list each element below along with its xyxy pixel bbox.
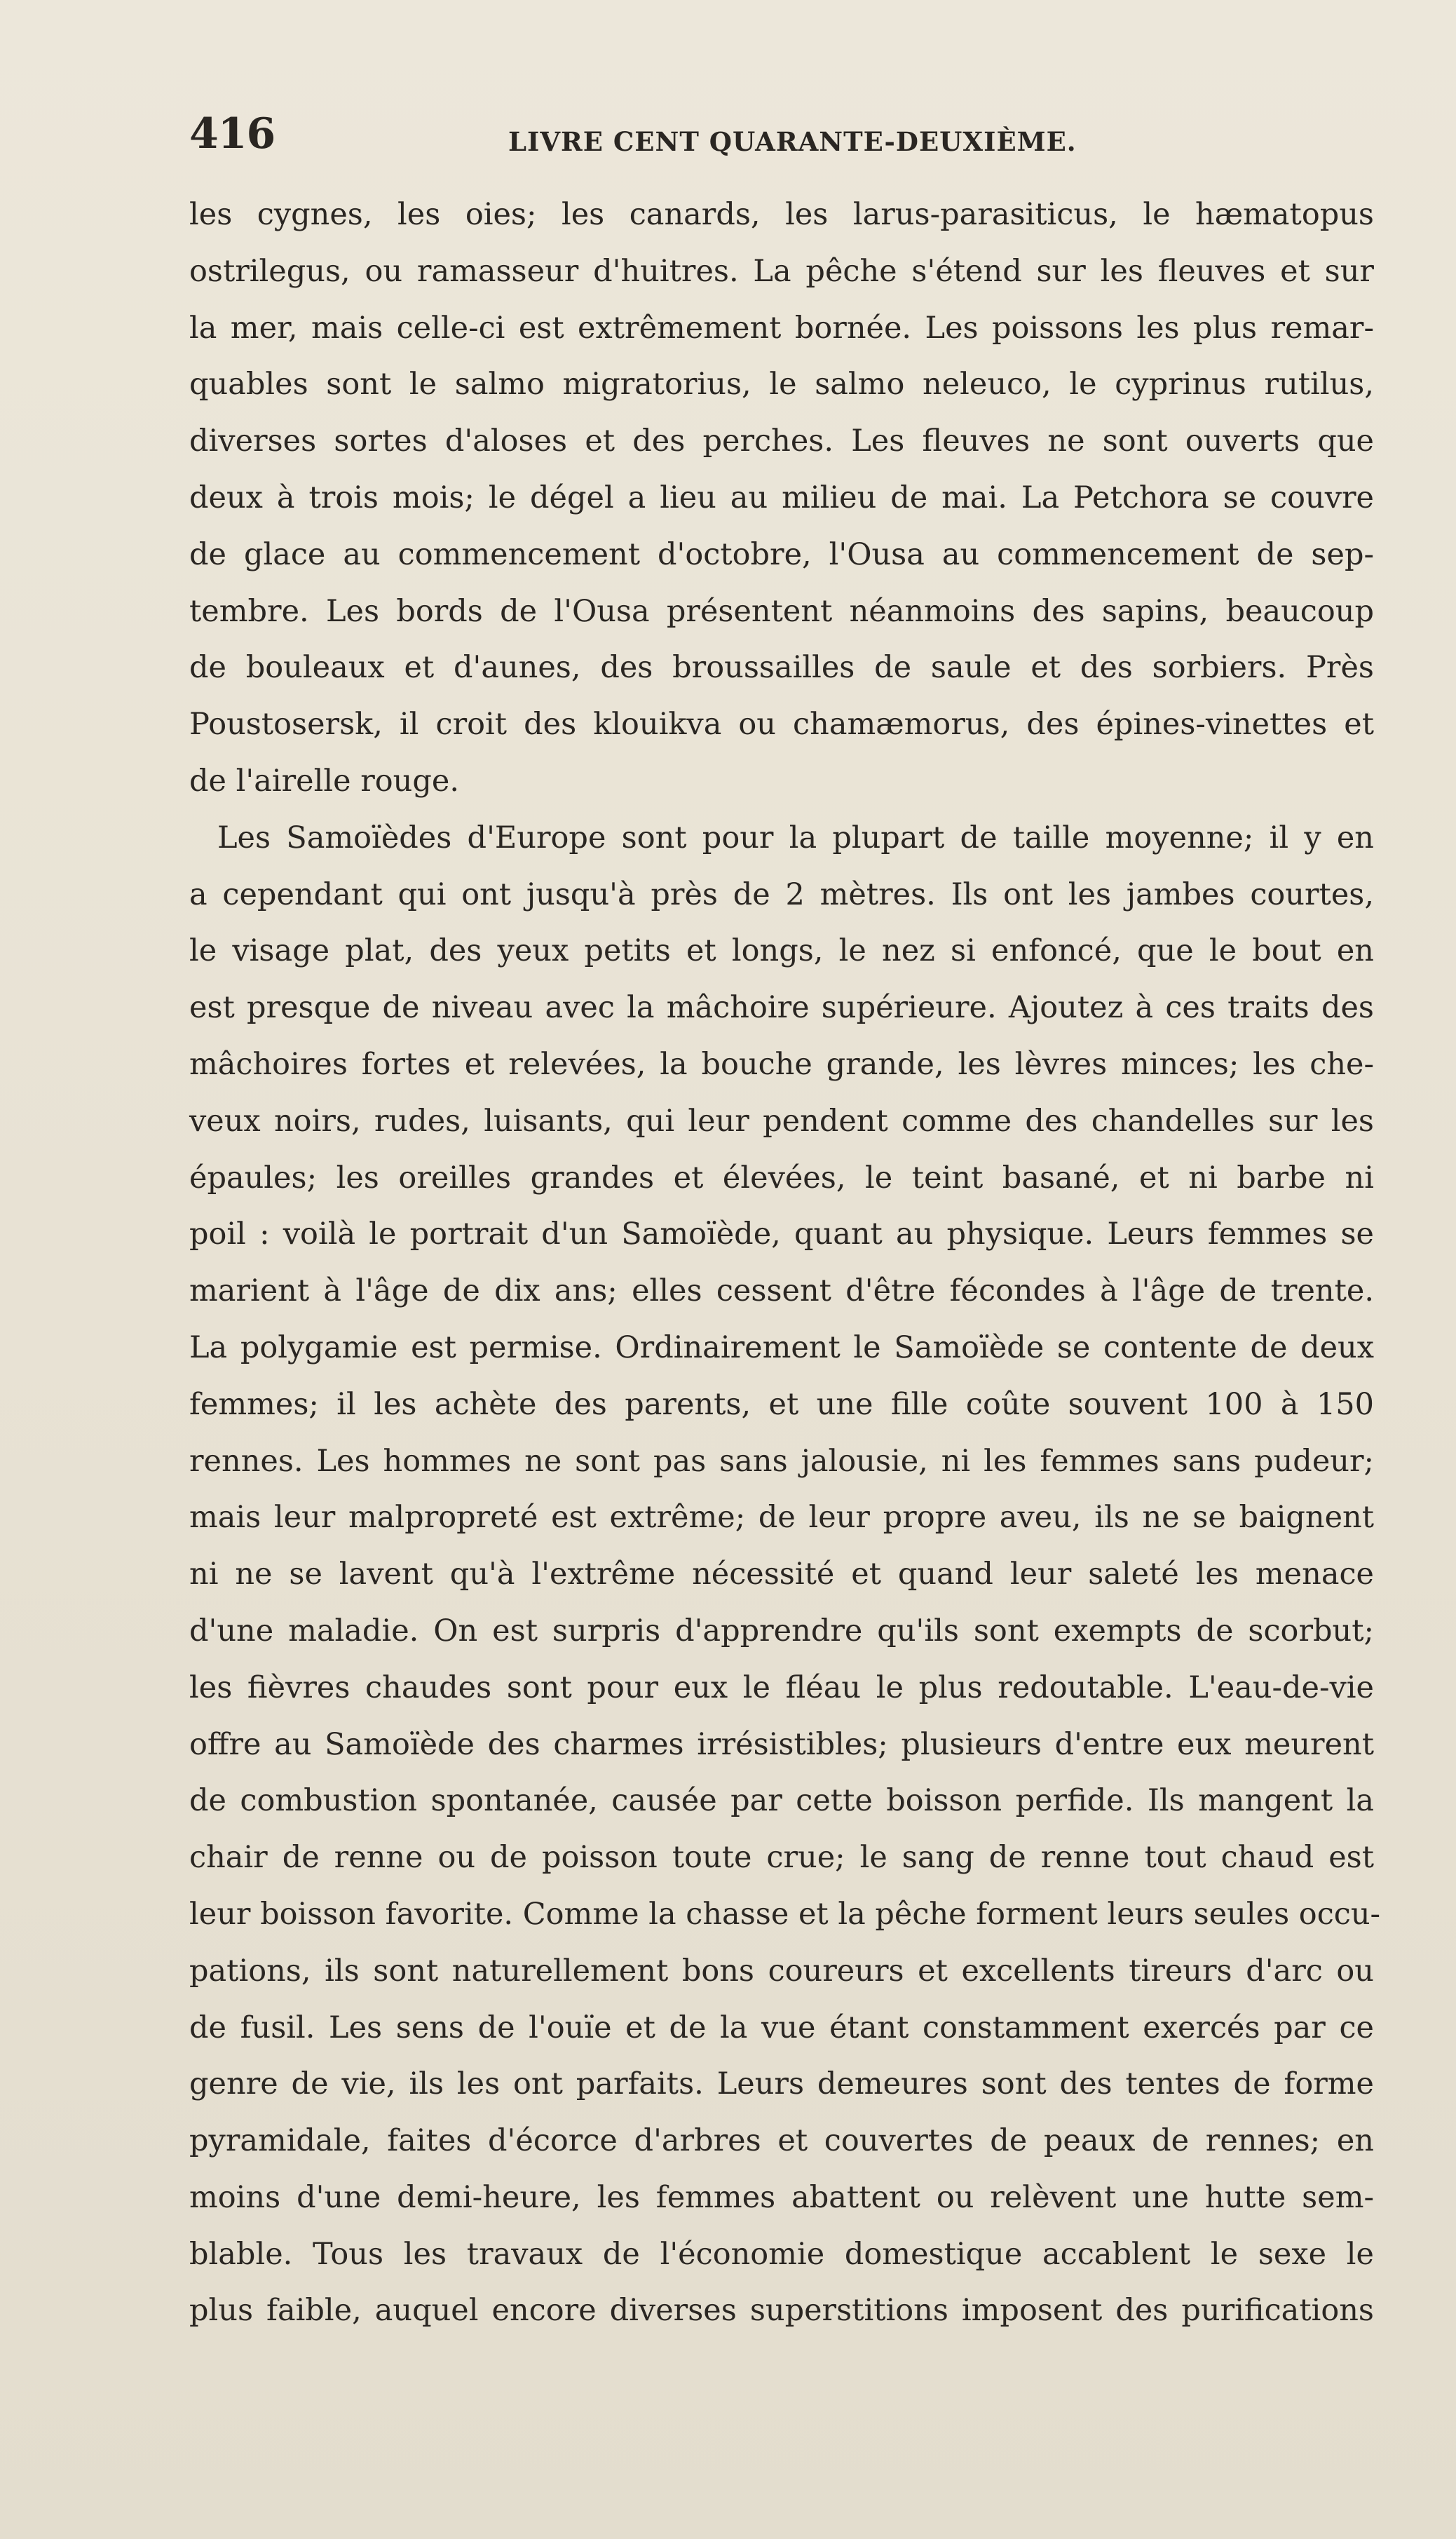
text-line: rennes. Les hommes ne sont pas sans jalousie, ni les femmes sans pudeur;	[189, 1443, 1374, 1479]
text-line: pations, ils sont naturellement bons coureurs et excellents tireurs d'arc ou	[189, 1953, 1374, 1989]
text-line: leur boisson favorite. Comme la chasse et la pêche forment leurs seules occu-	[189, 1896, 1381, 1932]
text-line: marient à l'âge de dix ans; elles cessent d'être fécondes à l'âge de trente.	[189, 1273, 1374, 1309]
text-line: épaules; les oreilles grandes et élevées, le teint basané, et ni barbe ni	[189, 1160, 1374, 1196]
text-line: poil : voilà le portrait d'un Samoïède, quant au physique. Leurs femmes se	[189, 1217, 1374, 1252]
text-line: La polygamie est permise. Ordinairement le Samoïède se contente de deux	[189, 1329, 1374, 1365]
text-line: deux à trois mois; le dégel a lieu au milieu de mai. La Petchora se couvre	[189, 480, 1374, 515]
text-line: genre de vie, ils les ont parfaits. Leurs demeures sont des tentes de forme	[189, 2066, 1374, 2102]
text-line: Poustosersk, il croit des klouikva ou chamæmorus, des épines-vinettes et	[189, 707, 1374, 743]
text-line: Les Samoïèdes d'Europe sont pour la plupart de taille moyenne; il y en	[217, 820, 1374, 855]
text-line: les cygnes, les oies; les canards, les larus-parasiticus, le hæmatopus	[189, 197, 1374, 232]
text-line: tembre. Les bords de l'Ousa présentent néanmoins des sapins, beaucoup	[189, 593, 1374, 629]
text-line: de fusil. Les sens de l'ouïe et de la vue étant constamment exercés par ce	[189, 2010, 1374, 2045]
paragraph-2	[189, 810, 1381, 2340]
text-line: offre au Samoïède des charmes irrésistibles; plusieurs d'entre eux meurent	[189, 1726, 1374, 1762]
text-line: blable. Tous les travaux de l'économie domestique accablent le sexe le	[189, 2236, 1374, 2272]
text-line: femmes; il les achète des parents, et une fille coûte souvent 100 à 150	[189, 1386, 1374, 1422]
running-head	[189, 109, 1374, 165]
text-line: de bouleaux et d'aunes, des broussailles de saule et des sorbiers. Près	[189, 650, 1374, 686]
text-line: de glace au commencement d'octobre, l'Ousa au commencement de sep-	[189, 536, 1374, 572]
text-line: plus faible, auquel encore diverses superstitions imposent des purifications	[189, 2293, 1374, 2329]
text-line: est presque de niveau avec la mâchoire supérieure. Ajoutez à ces traits des	[189, 990, 1374, 1026]
text-line: quables sont le salmo migratorius, le salmo neleuco, le cyprinus rutilus,	[189, 367, 1374, 402]
text-line: de l'airelle rouge.	[189, 763, 460, 799]
text-line: mâchoires fortes et relevées, la bouche grande, les lèvres minces; les che-	[189, 1046, 1374, 1082]
book-title: LIVRE CENT QUARANTE-DEUXIÈME.	[508, 126, 1077, 157]
text-line: ni ne se lavent qu'à l'extrême nécessité et quand leur saleté les menace	[189, 1557, 1374, 1592]
text-line: chair de renne ou de poisson toute crue; le sang de renne tout chaud est	[189, 1840, 1374, 1876]
text-line: d'une maladie. On est surpris d'apprendre qu'ils sont exempts de scorbut;	[189, 1613, 1374, 1648]
text-line: moins d'une demi-heure, les femmes abattent ou relèvent une hutte sem-	[189, 2179, 1374, 2215]
text-line: le visage plat, des yeux petits et longs, le nez si enfoncé, que le bout en	[189, 933, 1374, 969]
text-line: de combustion spontanée, causée par cette boisson perfide. Ils mangent la	[189, 1783, 1374, 1819]
text-line: a cependant qui ont jusqu'à près de 2 mètres. Ils ont les jambes courtes,	[189, 876, 1374, 912]
text-line: diverses sortes d'aloses et des perches. Les fleuves ne sont ouverts que	[189, 424, 1374, 459]
page-number: 416	[189, 109, 275, 158]
text-line: mais leur malpropreté est extrême; de leur propre aveu, ils ne se baignent	[189, 1500, 1374, 1536]
text-line: veux noirs, rudes, luisants, qui leur pendent comme des chandelles sur les	[189, 1103, 1374, 1139]
text-line: pyramidale, faites d'écorce d'arbres et couvertes de peaux de rennes; en	[189, 2123, 1374, 2159]
text-line: les fièvres chaudes sont pour eux le fléau le plus redoutable. L'eau-de-vie	[189, 1670, 1374, 1705]
body-text	[189, 187, 1381, 2329]
text-line: la mer, mais celle-ci est extrêmement bornée. Les poissons les plus remar-	[189, 310, 1374, 346]
text-line: ostrilegus, ou ramasseur d'huitres. La pêche s'étend sur les fleuves et sur	[189, 253, 1374, 289]
paragraph-1	[189, 187, 1374, 810]
